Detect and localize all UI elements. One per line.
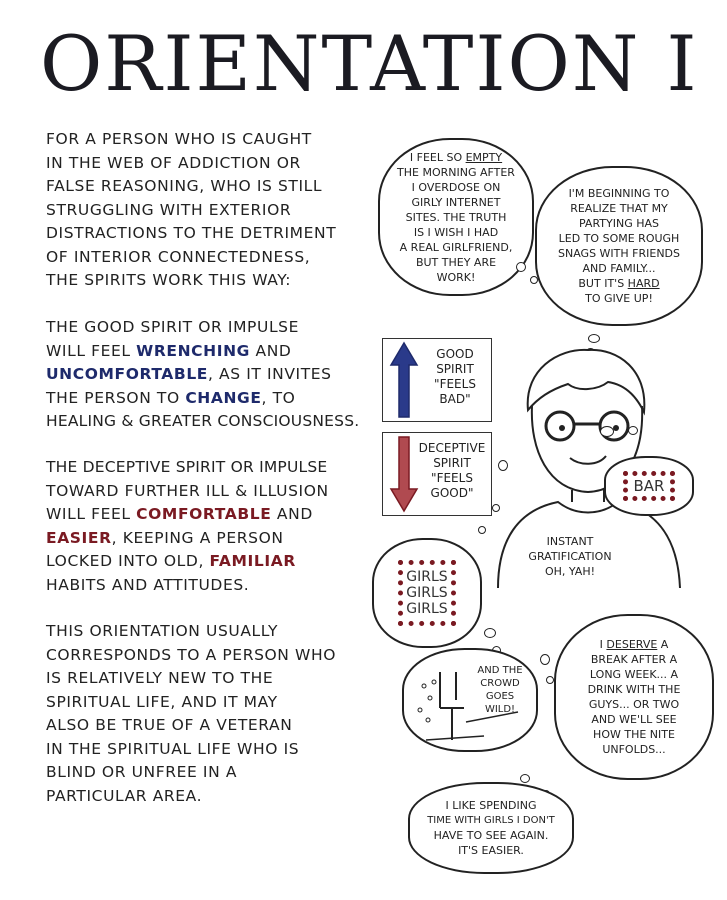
label-line: GOOD <box>436 347 474 361</box>
thought-bubble-empty <box>378 138 534 296</box>
label-line: DECEPTIVE <box>418 441 486 455</box>
deceptive-line: THE DECEPTIVE SPIRIT OR IMPULSE <box>46 458 328 476</box>
bubble-line: I'M BEGINNING TO <box>568 187 670 200</box>
bubble-line: IT'S EASIER. <box>458 844 524 857</box>
text: AND <box>249 341 292 360</box>
bubble-dot <box>530 276 538 284</box>
text: , TO <box>261 388 296 407</box>
intro-paragraph <box>46 128 376 293</box>
text: AND <box>271 505 313 523</box>
intro-line: FALSE REASONING, WHO IS STILL <box>46 177 323 195</box>
keyword-comfortable: COMFORTABLE <box>136 505 272 523</box>
good-line: THE GOOD SPIRIT OR IMPULSE <box>46 318 300 336</box>
bubble-dot <box>540 654 550 665</box>
girls-sign <box>398 560 455 626</box>
closing-line: PARTICULAR AREA. <box>46 786 203 805</box>
deceptive-line: TOWARD FURTHER ILL & ILLUSION <box>46 481 329 500</box>
text: I <box>599 638 607 651</box>
bubble-line: GIRLY INTERNET <box>411 195 501 209</box>
intro-line: DISTRACTIONS TO THE DETRIMENT <box>46 224 337 242</box>
bubble-line: SNAGS WITH FRIENDS <box>558 247 680 260</box>
crowd-cloud <box>402 648 538 752</box>
bubble-dot <box>498 460 508 471</box>
bubble-line <box>600 637 669 652</box>
intro-line: THE SPIRITS WORK THIS WAY: <box>46 271 292 289</box>
bubble-line <box>578 276 659 291</box>
bubble-line: PARTYING HAS <box>578 217 659 230</box>
closing-line: CORRESPONDS TO A PERSON WHO <box>46 645 337 664</box>
bubble-line: SITES. THE TRUTH <box>405 210 507 224</box>
bubble-dot <box>516 262 526 272</box>
crowd-line: GOES <box>485 691 515 702</box>
arrow-up-icon <box>389 341 419 419</box>
text: BUT IT'S <box>578 277 628 290</box>
bubble-line: THE MORNING AFTER <box>397 165 515 179</box>
label-line: SPIRIT <box>436 362 474 376</box>
closing-line: SPIRITUAL LIFE, AND IT MAY <box>46 692 278 711</box>
text: , AS IT INVITES <box>207 365 332 383</box>
crowd-line: AND THE <box>477 665 523 676</box>
bubble-line: BREAK AFTER A <box>590 653 678 666</box>
text: A <box>657 638 669 651</box>
bubble-line: TO GIVE UP! <box>585 292 653 305</box>
shirt-line: GRATIFICATION <box>528 550 612 563</box>
label-line: SPIRIT <box>433 456 471 470</box>
label-line: BAD" <box>439 392 471 406</box>
keyword-deserve: DESERVE <box>606 638 658 651</box>
girls-line: GIRLS <box>406 601 448 617</box>
keyword-empty: EMPTY <box>465 150 503 164</box>
intro-line: FOR A PERSON WHO IS CAUGHT <box>46 130 312 148</box>
thought-bubble-spending <box>408 782 574 874</box>
bubble-line: A REAL GIRLFRIEND, <box>399 240 513 254</box>
text: THE PERSON TO <box>46 388 186 407</box>
keyword-hard: HARD <box>627 277 660 290</box>
bubble-line: WORK! <box>436 270 476 284</box>
text: WILL FEEL <box>46 341 137 360</box>
deceptive-line: HABITS AND ATTITUDES. <box>46 575 250 594</box>
deceptive-spirit-label <box>415 441 489 501</box>
deceptive-line <box>46 503 376 527</box>
bubble-line: I OVERDOSE ON <box>411 180 501 194</box>
bubble-line: AND WE'LL SEE <box>591 713 677 726</box>
text: LOCKED INTO OLD, <box>46 552 210 570</box>
shirt-text <box>520 534 620 579</box>
intro-line: IN THE WEB OF ADDICTION OR <box>46 153 301 172</box>
bubble-line: REALIZE THAT MY <box>570 202 668 215</box>
crowd-line: WILD! <box>484 704 516 715</box>
thought-bubble-deserve <box>554 614 714 780</box>
page-title: ORIENTATION I <box>40 19 699 108</box>
bubble-line: DRINK WITH THE <box>587 683 681 696</box>
bubble-line: IS I WISH I HAD <box>413 225 499 239</box>
deceptive-spirit-paragraph <box>46 456 376 597</box>
good-line <box>46 340 376 364</box>
bar-sign: BAR <box>623 471 676 501</box>
good-line <box>46 363 376 387</box>
good-line <box>46 387 376 411</box>
intro-line: OF INTERIOR CONNECTEDNESS, <box>46 247 311 266</box>
deceptive-spirit-box <box>382 432 492 516</box>
closing-line: ALSO BE TRUE OF A VETERAN <box>46 716 293 734</box>
text: , KEEPING A PERSON <box>111 528 284 547</box>
keyword-familiar: FAMILIAR <box>209 552 296 570</box>
bubble-dot <box>478 526 486 534</box>
bubble-line: HOW THE NITE <box>593 728 675 741</box>
bubble-dot <box>520 774 530 783</box>
keyword-change: CHANGE <box>185 388 262 407</box>
closing-line: IS RELATIVELY NEW TO THE <box>46 669 274 687</box>
good-spirit-paragraph <box>46 316 376 434</box>
bubble-dot <box>600 426 614 437</box>
bubble-dot <box>628 426 638 435</box>
bubble-dot <box>546 676 554 684</box>
bubble-line: HAVE TO SEE AGAIN. <box>433 829 549 842</box>
bubble-line: GUYS... OR TWO <box>588 698 680 711</box>
good-line: HEALING & GREATER CONSCIOUSNESS. <box>46 412 360 430</box>
bubble-dot <box>484 628 496 638</box>
keyword-uncomfortable: UNCOMFORTABLE <box>46 365 208 383</box>
closing-paragraph <box>46 620 376 808</box>
label-line: "FEELS <box>434 377 476 391</box>
closing-line: IN THE SPIRITUAL LIFE WHO IS <box>46 739 300 758</box>
bubble-line: AND FAMILY... <box>582 262 656 275</box>
text: I FEEL SO <box>409 150 466 164</box>
thought-bubble-partying <box>535 166 703 326</box>
label-line: "FEELS <box>431 471 473 485</box>
bubble-line: LED TO SOME ROUGH <box>558 232 680 245</box>
bar-cloud <box>604 456 694 516</box>
deceptive-line <box>46 527 376 551</box>
closing-line: THIS ORIENTATION USUALLY <box>46 622 279 640</box>
keyword-wrenching: WRENCHING <box>136 341 250 360</box>
keyword-easier: EASIER <box>46 528 112 547</box>
deceptive-line <box>46 550 376 574</box>
crowd-line: CROWD <box>480 678 520 689</box>
good-spirit-label <box>423 347 487 407</box>
shirt-line: INSTANT <box>546 535 594 548</box>
bubble-dot <box>492 504 500 512</box>
girls-line: GIRLS <box>406 585 448 601</box>
girls-line: GIRLS <box>406 569 448 585</box>
good-spirit-box <box>382 338 492 422</box>
bubble-line <box>410 150 502 165</box>
bubble-line: I LIKE SPENDING <box>445 799 537 812</box>
girls-cloud <box>372 538 482 648</box>
label-line: GOOD" <box>430 486 474 500</box>
crowd-text <box>470 664 530 716</box>
intro-line: STRUGGLING WITH EXTERIOR <box>46 200 292 219</box>
closing-line: BLIND OR UNFREE IN A <box>46 763 238 781</box>
bubble-line: LONG WEEK... A <box>589 668 679 681</box>
bubble-line: UNFOLDS... <box>602 743 666 756</box>
text: WILL FEEL <box>46 505 137 523</box>
bubble-line: TIME WITH GIRLS I DON'T <box>427 815 555 826</box>
shirt-line: OH, YAH! <box>545 565 595 578</box>
bubble-line: BUT THEY ARE <box>415 255 497 269</box>
